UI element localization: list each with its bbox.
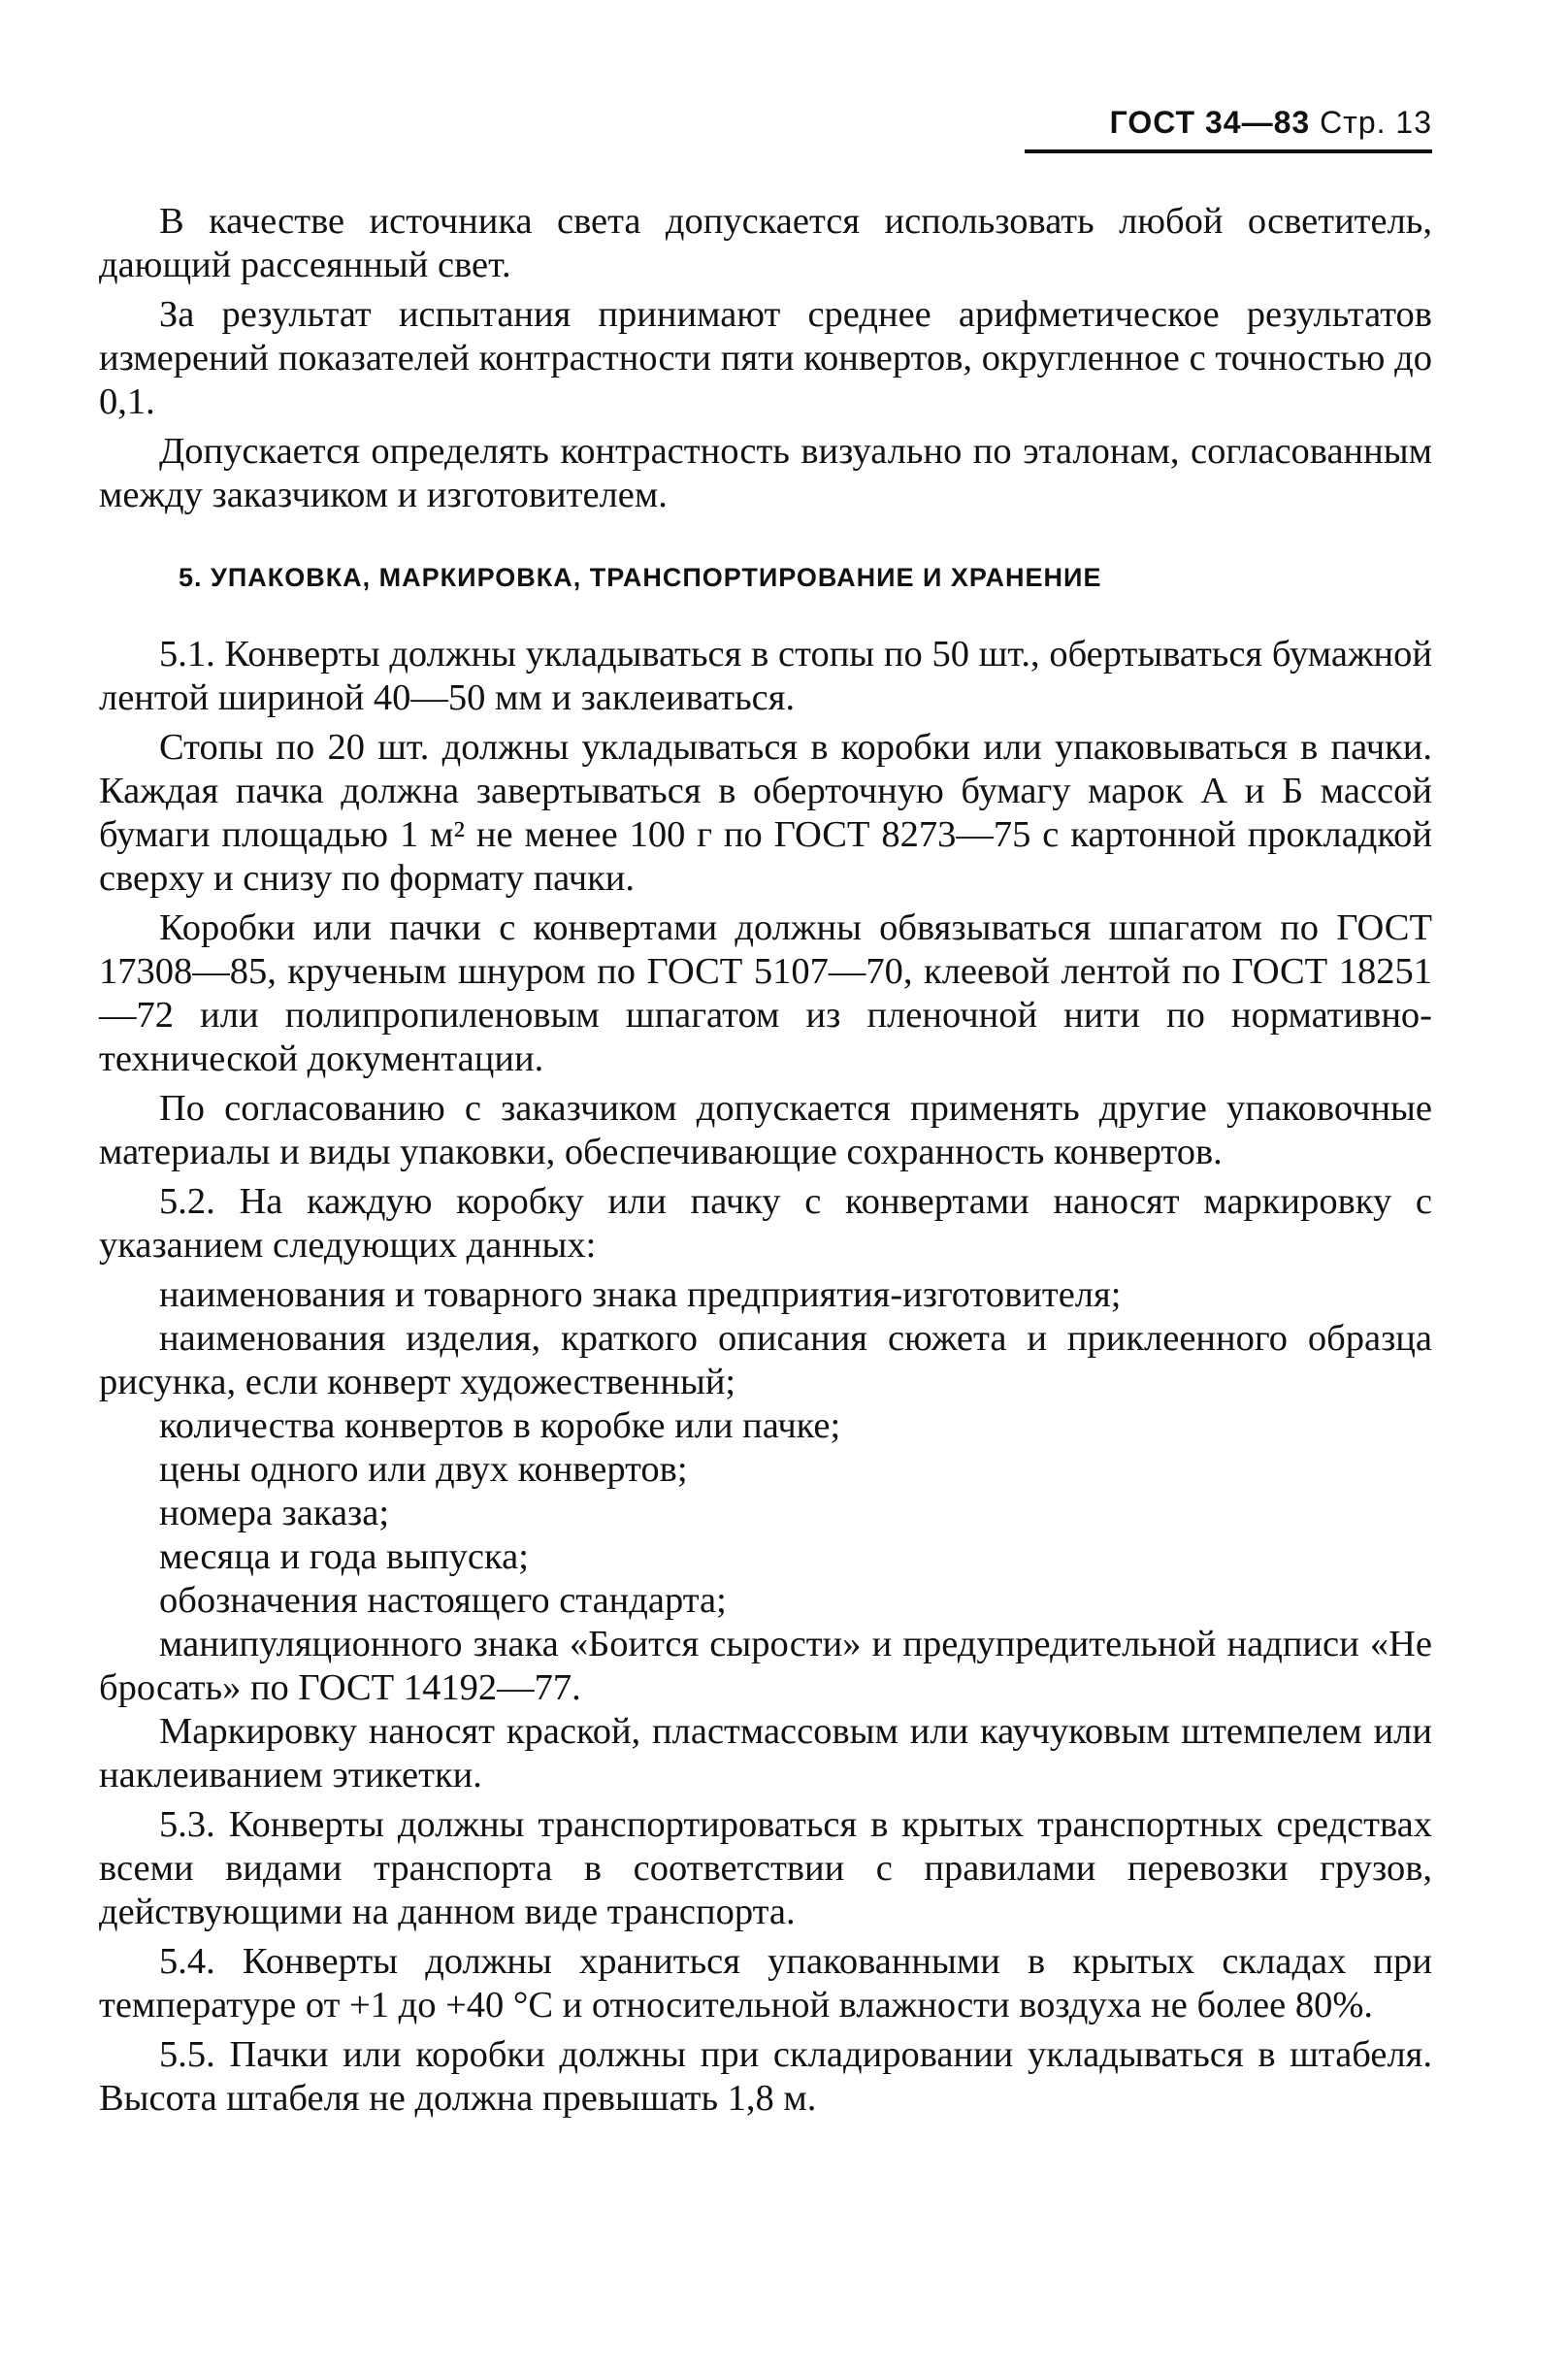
list-item: обозначения настоящего стандарта; (159, 1580, 727, 1621)
header-rule (1025, 149, 1432, 153)
list-item: номера заказа; (159, 1493, 390, 1533)
page-header (1110, 105, 1432, 141)
clause-5-4: 5.4. Конверты должны храниться упакованными в крытых складах при температуре от +1 до +40 °С и относительной влажности воздуха не более 80%. (99, 1941, 1432, 2025)
list-item: наименования изделия, краткого описания сюжета и приклеенного образца рисунка, если конверт художественный; (99, 1318, 1432, 1402)
clause-5-2: 5.2. На каждую коробку или пачку с конвертами наносят маркировку с указанием следующих данных: (99, 1181, 1432, 1266)
paragraph-boxes: Коробки или пачки с конвертами должны обвязываться шпагатом по ГОСТ 17308—85, крученым шнуром по ГОСТ 5107—70, клеевой лентой по ГОСТ 18251—72 или полипропиленовым шпагатом из пленочной нити по нормативно-технической документации. (99, 907, 1432, 1079)
marking-list (99, 1273, 1432, 1710)
standard-number: ГОСТ 34—83 (1109, 105, 1311, 140)
page-number: Стр. 13 (1320, 105, 1432, 140)
paragraph-visual-contrast: Допускается определять контрастность визуально по эталонам, согласованным между заказчиком и изготовителем. (99, 431, 1432, 515)
paragraph-agreement: По согласованию с заказчиком допускается применять другие упаковочные материалы и виды упаковки, обеспечивающие сохранность конвертов. (99, 1088, 1432, 1172)
paragraph-light-source: В качестве источника света допускается использовать любой осветитель, дающий рассеянный свет. (99, 201, 1432, 285)
section-heading: 5. УПАКОВКА, МАРКИРОВКА, ТРАНСПОРТИРОВАНИЕ И ХРАНЕНИЕ (179, 563, 1102, 592)
paragraph-test-result: За результат испытания принимают среднее арифметическое результатов измерений показателей контрастности пяти конвертов, округленное с точностью до 0,1. (99, 294, 1432, 422)
clause-5-5: 5.5. Пачки или коробки должны при складировании укладываться в штабеля. Высота штабеля не должна превышать 1,8 м. (99, 2034, 1432, 2119)
list-item: цены одного или двух конвертов; (159, 1449, 688, 1490)
list-item: количества конвертов в коробке или пачке; (159, 1405, 841, 1446)
list-item: наименования и товарного знака предприятия-изготовителя; (159, 1274, 1122, 1315)
paragraph-stacks: Стопы по 20 шт. должны укладываться в коробки или упаковываться в пачки. Каждая пачка должна завертываться в оберточную бумагу марок А и Б массой бумаги площадью 1 м² не менее 100 г по ГОСТ 8273—75 с картонной прокладкой сверху и снизу по формату пачки. (99, 727, 1432, 899)
clause-5-3: 5.3. Конверты должны транспортироваться в крытых транспортных средствах всеми видами транспорта в соответствии с правилами перевозки грузов, действующими на данном виде транспорта. (99, 1804, 1432, 1932)
page-body (99, 200, 1432, 2126)
list-item: месяца и года выпуска; (159, 1536, 529, 1577)
clause-5-1: 5.1. Конверты должны укладываться в стопы по 50 шт., обертываться бумажной лентой шириной 40—50 мм и заклеиваться. (99, 634, 1432, 718)
paragraph-marking-method: Маркировку наносят краской, пластмассовым или каучуковым штемпелем или наклеиванием этикетки. (99, 1711, 1432, 1795)
list-item: манипуляционного знака «Боится сырости» и предупредительной надписи «Не бросать» по ГОСТ 14192—77. (99, 1624, 1432, 1708)
